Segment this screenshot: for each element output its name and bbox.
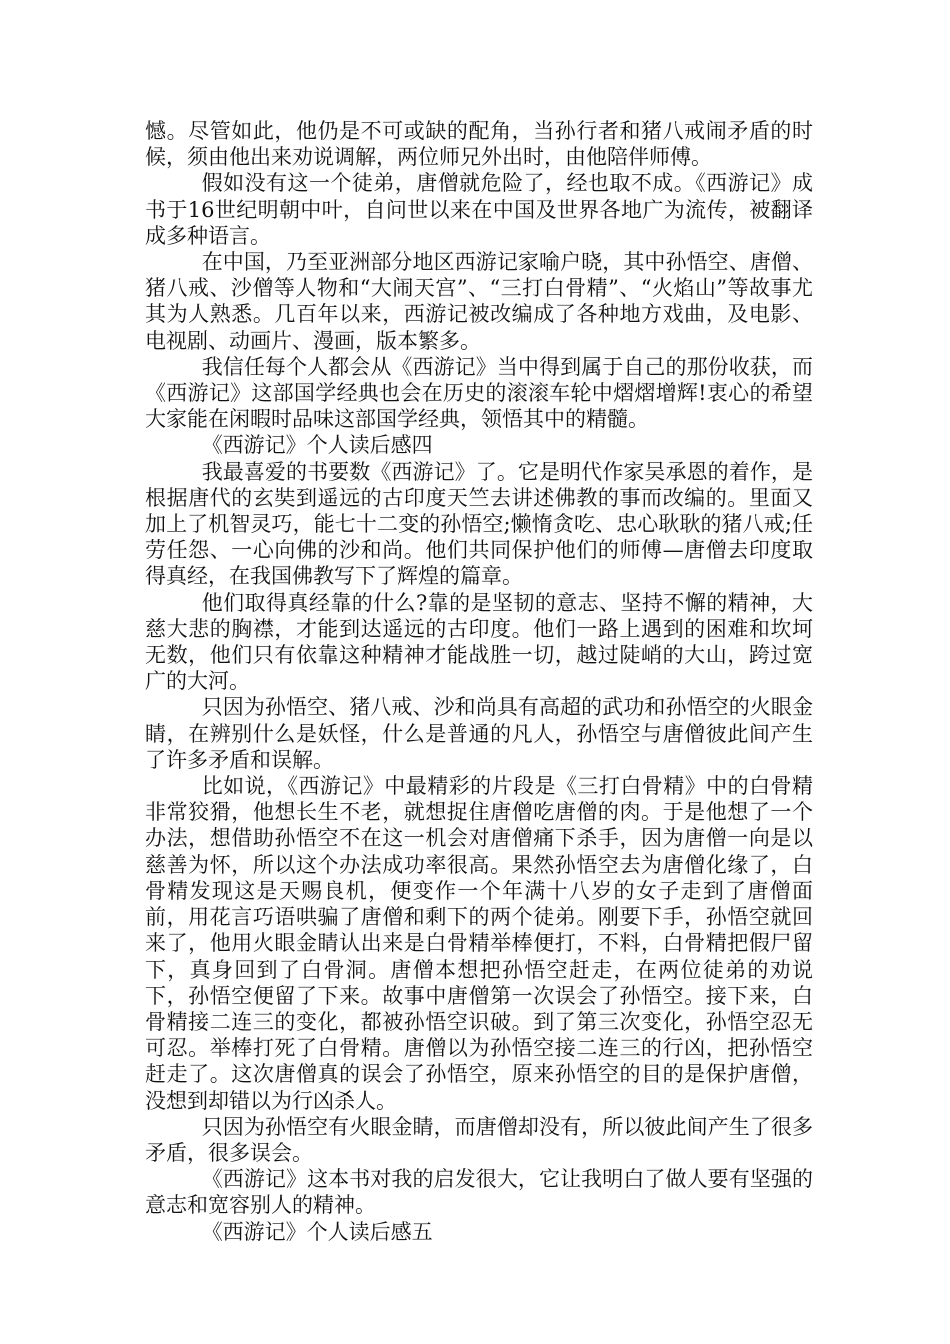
paragraph: 假如没有这一个徒弟，唐僧就危险了，经也取不成。《西游记》成书于16世纪明朝中叶，自问世以来在中国及世界各地广为流传，被翻译成多种语言。 bbox=[145, 171, 813, 248]
paragraph: 他们取得真经靠的什么?靠的是坚韧的意志、坚持不懈的精神，大慈大悲的胸襟，才能到达遥远的古印度。他们一路上遇到的困难和坎坷无数，他们只有依靠这种精神才能战胜一切，越过陡峭的大山，跨过宽广的大河。 bbox=[145, 590, 813, 694]
paragraph: 《西游记》这本书对我的启发很大，它让我明白了做人要有坚强的意志和宽容别人的精神。 bbox=[145, 1167, 813, 1218]
paragraph: 我信任每个人都会从《西游记》当中得到属于自己的那份收获，而《西游记》这部国学经典也会在历史的滚滚车轮中熠熠增辉!衷心的希望大家能在闲暇时品味这部国学经典，领悟其中的精髓。 bbox=[145, 354, 813, 432]
document-body bbox=[145, 118, 813, 1245]
paragraph: 憾。尽管如此，他仍是不可或缺的配角，当孙行者和猪八戒闹矛盾的时候，须由他出来劝说调解，两位师兄外出时，由他陪伴师傅。 bbox=[145, 119, 813, 170]
paragraph: 比如说，《西游记》中最精彩的片段是《三打白骨精》中的白骨精非常狡猾，他想长生不老，就想捉住唐僧吃唐僧的肉。于是他想了一个办法，想借助孙悟空不在这一机会对唐僧痛下杀手，因为唐僧一向是以慈善为怀，所以这个办法成功率很高。果然孙悟空去为唐僧化缘了，白骨精发现这是天赐良机，便变作一个年满十八岁的女子走到了唐僧面前，用花言巧语哄骗了唐僧和剩下的两个徒弟。刚要下手，孙悟空就回来了，他用火眼金睛认出来是白骨精举棒便打，不料，白骨精把假尸留下，真身回到了白骨洞。唐僧本想把孙悟空赶走，在两位徒弟的劝说下，孙悟空便留了下来。故事中唐僧第一次误会了孙悟空。接下来，白骨精接二连三的变化，都被孙悟空识破。到了第三次变化，孙悟空忍无可忍。举棒打死了白骨精。唐僧以为孙悟空接二连三的行凶，把孙悟空赶走了。这次唐僧真的误会了孙悟空，原来孙悟空的目的是保护唐僧，没想到却错以为行凶杀人。 bbox=[145, 774, 813, 1113]
section-heading: 《西游记》个人读后感五 bbox=[201, 1219, 433, 1244]
section-heading: 《西游记》个人读后感四 bbox=[201, 433, 433, 458]
paragraph: 我最喜爱的书要数《西游记》了。它是明代作家吴承恩的着作，是根据唐代的玄奘到遥远的古印度天竺去讲述佛教的事而改编的。里面又加上了机智灵巧，能七十二变的孙悟空;懒惰贪吃、忠心耿耿的猪八戒;任劳任怨、一心向佛的沙和尚。他们共同保护他们的师傅—唐僧去印度取得真经，在我国佛教写下了辉煌的篇章。 bbox=[145, 459, 813, 589]
paragraph: 只因为孙悟空有火眼金睛，而唐僧却没有，所以彼此间产生了很多矛盾，很多误会。 bbox=[145, 1114, 813, 1165]
paragraph: 只因为孙悟空、猪八戒、沙和尚具有高超的武功和孙悟空的火眼金睛，在辨别什么是妖怪，什么是普通的凡人，孙悟空与唐僧彼此间产生了许多矛盾和误解。 bbox=[145, 695, 813, 772]
paragraph: 在中国，乃至亚洲部分地区西游记家喻户晓，其中孙悟空、唐僧、猪八戒、沙僧等人物和“大闹天宫”、“三打白骨精”、“火焰山”等故事尤其为人熟悉。几百年以来，西游记被改编成了各种地方戏曲，及电影、电视剧、动画片、漫画，版本繁多。 bbox=[145, 250, 813, 353]
